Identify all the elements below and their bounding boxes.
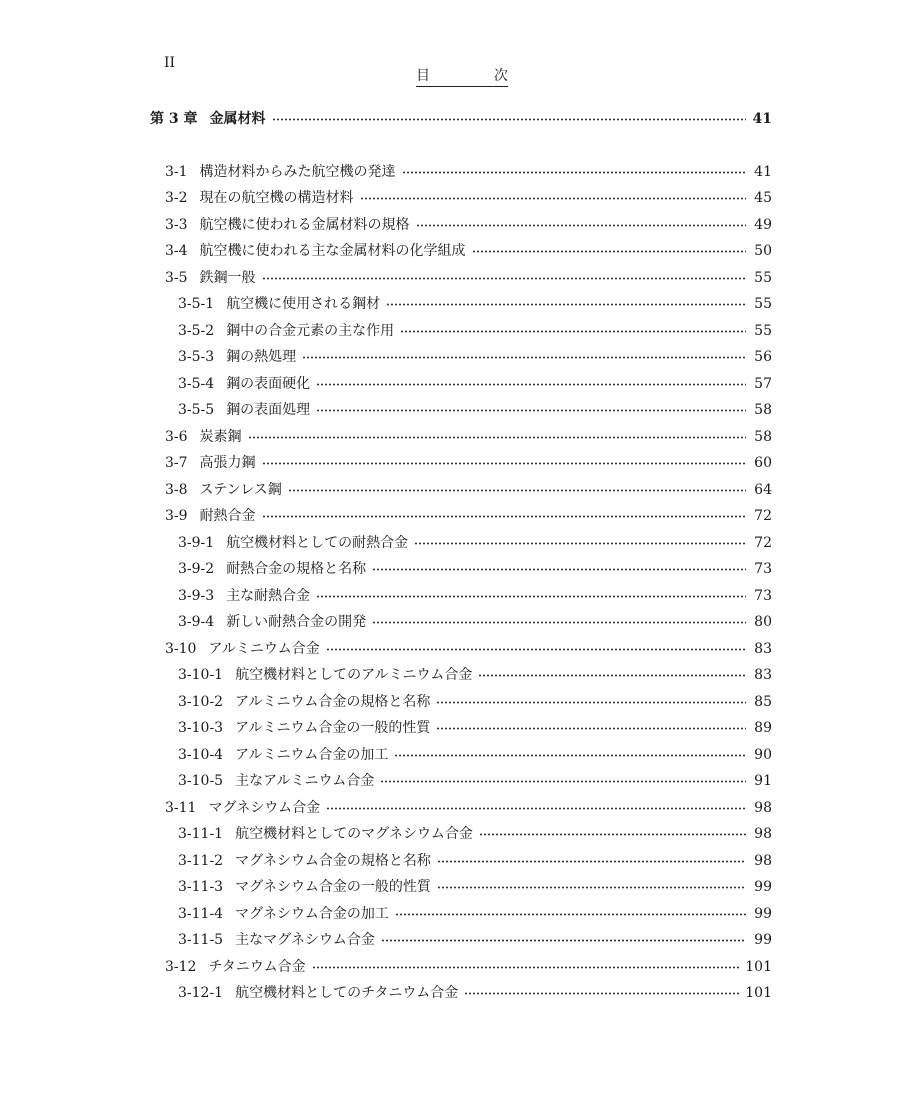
entry-page: 56 [754, 349, 772, 365]
entry-title: アルミニウム合金の一般的性質 [235, 720, 431, 736]
chapter-title: 金属材料 [209, 111, 266, 127]
entry-title: 航空機に使われる主な金属材料の化学組成 [199, 243, 466, 259]
entry-title: 鋼中の合金元素の主な作用 [226, 323, 395, 339]
dot-leader [326, 647, 746, 651]
toc-entry[interactable] [165, 214, 772, 236]
entry-number: 3-9 [165, 508, 188, 524]
entry-title: 構造材料からみた航空機の発達 [199, 164, 396, 180]
toc-subentry[interactable] [178, 982, 772, 1004]
entry-page: 101 [745, 959, 772, 975]
toc-subentry[interactable] [178, 532, 772, 554]
entry-number: 3-4 [165, 243, 188, 259]
chapter-page: 41 [752, 111, 772, 127]
entry-page: 57 [754, 376, 772, 392]
dot-leader [437, 859, 746, 863]
entry-number: 3-6 [165, 429, 188, 445]
toc-subentry[interactable] [178, 691, 772, 713]
entry-title: 炭素鋼 [199, 429, 242, 445]
entry-title: 主なマグネシウム合金 [235, 932, 375, 948]
toc-subentry[interactable] [178, 585, 772, 607]
dot-leader [479, 832, 746, 836]
dot-leader [400, 329, 746, 333]
toc-subentry[interactable] [178, 850, 772, 872]
entry-title: マグネシウム合金の加工 [235, 906, 389, 922]
entry-number: 3-11-4 [178, 906, 224, 922]
dot-leader [288, 488, 746, 492]
entry-title: 主な耐熱合金 [226, 588, 311, 604]
entry-number: 3-5-1 [178, 296, 215, 312]
entry-title: 新しい耐熱合金の開発 [226, 614, 367, 630]
toc-subentry[interactable] [178, 611, 772, 633]
entry-page: 99 [754, 879, 772, 895]
dot-leader [326, 806, 746, 810]
dot-leader [402, 170, 746, 174]
entry-number: 3-11-5 [178, 932, 224, 948]
entry-number: 3-3 [165, 217, 188, 233]
entry-title: 鉄鋼一般 [199, 270, 256, 286]
entry-page: 41 [754, 164, 772, 180]
dot-leader [248, 435, 746, 439]
entry-page: 50 [754, 243, 772, 259]
toc-entry[interactable] [165, 426, 772, 448]
dot-leader [386, 302, 746, 306]
entry-number: 3-5 [165, 270, 188, 286]
entry-page: 64 [754, 482, 772, 498]
dot-leader [414, 541, 746, 545]
entry-title: 航空機に使われる金属材料の規格 [199, 217, 410, 233]
toc-entry[interactable] [165, 187, 772, 209]
entry-title: マグネシウム合金の一般的性質 [235, 879, 431, 895]
entry-number: 3-5-2 [178, 323, 215, 339]
dot-leader [312, 965, 740, 969]
dot-leader [436, 726, 746, 730]
entry-number: 3-10-3 [178, 720, 224, 736]
toc-entry[interactable] [165, 505, 772, 527]
toc-subentry[interactable] [178, 744, 772, 766]
toc-subentry[interactable] [178, 823, 772, 845]
entry-page: 98 [754, 853, 772, 869]
toc-subentry[interactable] [178, 664, 772, 686]
entry-number: 3-10 [165, 641, 197, 657]
entry-page: 83 [754, 641, 772, 657]
entry-number: 3-12 [165, 959, 197, 975]
entry-title: 鋼の表面硬化 [226, 376, 311, 392]
entry-title: 鋼の表面処理 [226, 402, 311, 418]
entry-page: 55 [754, 296, 772, 312]
entry-number: 3-5-3 [178, 349, 215, 365]
entry-title: 航空機材料としてのマグネシウム合金 [235, 826, 473, 842]
dot-leader [395, 912, 746, 916]
dot-leader [316, 594, 746, 598]
entry-number: 3-1 [165, 164, 188, 180]
dot-leader [372, 620, 746, 624]
entry-title: 耐熱合金 [199, 508, 256, 524]
entry-title: 航空機に使用される鋼材 [226, 296, 381, 312]
entry-page: 60 [754, 455, 772, 471]
toc-entry[interactable] [165, 797, 772, 819]
entry-page: 80 [754, 614, 772, 630]
entry-number: 3-9-1 [178, 535, 215, 551]
entry-title: 航空機材料としての耐熱合金 [226, 535, 409, 551]
entry-page: 98 [754, 826, 772, 842]
toc-subentry[interactable] [178, 346, 772, 368]
entry-title: 現在の航空機の構造材料 [199, 190, 354, 206]
dot-leader [272, 117, 747, 121]
toc-entry[interactable] [165, 638, 772, 660]
toc-title-right: 次 [494, 68, 508, 84]
dot-leader [262, 276, 746, 280]
entry-page: 91 [754, 773, 772, 789]
chapter-heading[interactable] [150, 108, 772, 130]
entry-title: 主なアルミニウム合金 [235, 773, 375, 789]
entry-number: 3-5-4 [178, 376, 215, 392]
entry-number: 3-10-5 [178, 773, 224, 789]
entry-title: アルミニウム合金の加工 [235, 747, 389, 763]
entry-page: 49 [754, 217, 772, 233]
entry-page: 72 [754, 508, 772, 524]
toc-entry[interactable] [165, 161, 772, 183]
toc-subentry[interactable] [178, 293, 772, 315]
dot-leader [416, 223, 746, 227]
entry-title: アルミニウム合金 [208, 641, 320, 657]
toc-subentry[interactable] [178, 876, 772, 898]
dot-leader [436, 700, 746, 704]
dot-leader [464, 991, 739, 995]
entry-title: 航空機材料としてのアルミニウム合金 [235, 667, 473, 683]
entry-title: マグネシウム合金 [208, 800, 321, 816]
entry-title: チタニウム合金 [208, 959, 306, 975]
dot-leader [360, 196, 746, 200]
entry-number: 3-11-2 [178, 853, 224, 869]
entry-page: 85 [754, 694, 772, 710]
toc-subentry[interactable] [178, 770, 772, 792]
toc-subentry[interactable] [178, 320, 772, 342]
entry-page: 101 [745, 985, 772, 1001]
dot-leader [262, 461, 746, 465]
entry-number: 3-11-1 [178, 826, 224, 842]
toc-subentry[interactable] [178, 903, 772, 925]
toc-title-left: 目 [416, 68, 430, 84]
toc-subentry[interactable] [178, 399, 772, 421]
entry-number: 3-8 [165, 482, 188, 498]
entry-number: 3-5-5 [178, 402, 215, 418]
entry-page: 99 [754, 906, 772, 922]
toc-subentry[interactable] [178, 717, 772, 739]
entry-title: 航空機材料としてのチタニウム合金 [235, 985, 459, 1001]
entry-page: 55 [754, 270, 772, 286]
toc-entry[interactable] [165, 452, 772, 474]
dot-leader [380, 779, 746, 783]
entry-page: 90 [754, 747, 772, 763]
entry-number: 3-9-2 [178, 561, 215, 577]
entry-page: 98 [754, 800, 772, 816]
entry-number: 3-10-4 [178, 747, 224, 763]
entry-title: マグネシウム合金の規格と名称 [235, 853, 431, 869]
entry-page: 83 [754, 667, 772, 683]
entry-number: 3-10-2 [178, 694, 224, 710]
entry-page: 73 [754, 588, 772, 604]
toc-subentry[interactable] [178, 373, 772, 395]
entry-title: ステンレス鋼 [199, 482, 282, 498]
toc-entry[interactable] [165, 479, 772, 501]
entry-page: 45 [754, 190, 772, 206]
entry-number: 3-2 [165, 190, 188, 206]
entry-page: 58 [754, 402, 772, 418]
dot-leader [262, 514, 746, 518]
dot-leader [316, 408, 746, 412]
toc-subentry[interactable] [178, 558, 772, 580]
entry-title: 耐熱合金の規格と名称 [226, 561, 367, 577]
dot-leader [472, 249, 746, 253]
toc-entry[interactable] [165, 267, 772, 289]
entry-number: 3-11-3 [178, 879, 224, 895]
dot-leader [381, 938, 746, 942]
toc-subentry[interactable] [178, 929, 772, 951]
entry-page: 99 [754, 932, 772, 948]
entry-number: 3-10-1 [178, 667, 224, 683]
entry-number: 3-9-4 [178, 614, 215, 630]
chapter-number: 第 3 章 [150, 111, 198, 127]
entry-number: 3-7 [165, 455, 188, 471]
dot-leader [302, 355, 746, 359]
dot-leader [372, 567, 746, 571]
toc-title [416, 67, 508, 87]
entry-number: 3-12-1 [178, 985, 224, 1001]
entry-page: 58 [754, 429, 772, 445]
toc-entry[interactable] [165, 956, 772, 978]
dot-leader [437, 885, 746, 889]
entry-title: 高張力鋼 [199, 455, 256, 471]
dot-leader [478, 673, 746, 677]
toc-entry[interactable] [165, 240, 772, 262]
entry-page: 89 [754, 720, 772, 736]
entry-number: 3-11 [165, 800, 197, 816]
entry-page: 55 [754, 323, 772, 339]
dot-leader [316, 382, 746, 386]
dot-leader [394, 753, 746, 757]
page-marker: II [164, 55, 176, 71]
entry-number: 3-9-3 [178, 588, 215, 604]
entry-title: 鋼の熱処理 [226, 349, 297, 365]
entry-page: 73 [754, 561, 772, 577]
entry-title: アルミニウム合金の規格と名称 [235, 694, 431, 710]
entry-page: 72 [754, 535, 772, 551]
